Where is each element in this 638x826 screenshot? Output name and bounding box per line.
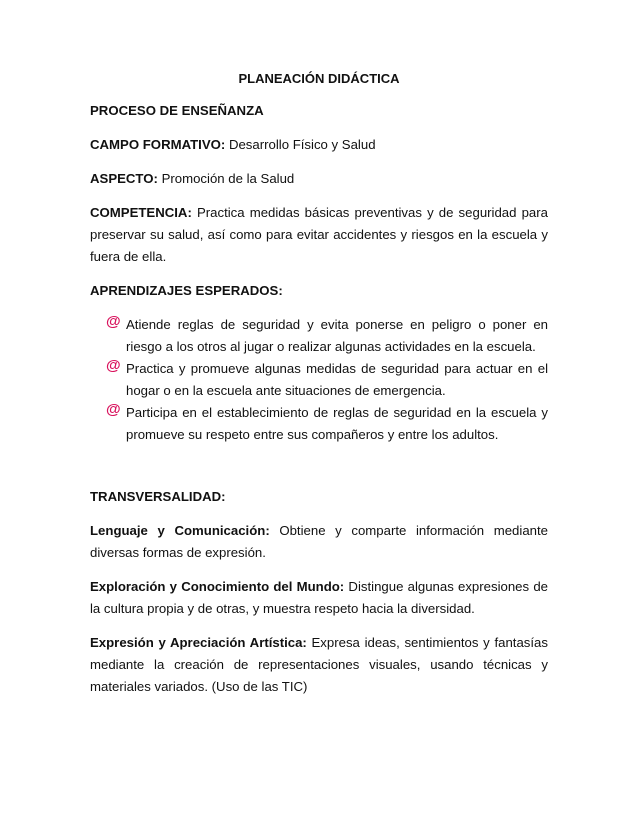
aspecto-value: Promoción de la Salud <box>161 171 295 186</box>
transversalidad-text: Distingue algunas expresiones de la cultura propia y de otras, y muestra respeto hacia la diversidad. <box>90 579 548 616</box>
transversalidad-text: Expresa ideas, sentimientos y fantasías mediante la creación de representaciones visuales, usando técnicas y materiales variados. (Uso de las TIC) <box>90 635 548 694</box>
bullet-icon: @ <box>106 313 121 330</box>
campo-formativo-value: Desarrollo Físico y Salud <box>228 137 376 152</box>
competencia-value: Practica medidas básicas preventivas y de seguridad para preservar su salud, así como para evitar accidentes y riesgos en la escuela y fuera de ella. <box>90 205 548 264</box>
aprendizajes-heading: APRENDIZAJES ESPERADOS: <box>90 283 283 298</box>
aprendizajes-list <box>90 314 548 446</box>
transversalidad-exploracion <box>90 576 548 620</box>
list-item-text: Practica y promueve algunas medidas de seguridad para actuar en el hogar o en la escuela ante situaciones de emergencia. <box>126 361 548 398</box>
campo-formativo <box>90 134 548 156</box>
competencia-label: COMPETENCIA: <box>90 205 192 220</box>
list-item <box>106 313 548 358</box>
transversalidad-label: Expresión y Apreciación Artística: <box>90 635 307 650</box>
aspecto-label: ASPECTO: <box>90 171 158 186</box>
process-heading: PROCESO DE ENSEÑANZA <box>90 103 264 118</box>
transversalidad-label: Exploración y Conocimiento del Mundo: <box>90 579 345 594</box>
transversalidad-text: Obtiene y comparte información mediante diversas formas de expresión. <box>90 523 548 560</box>
list-item <box>106 357 548 402</box>
transversalidad-lenguaje <box>90 520 548 564</box>
competencia <box>90 202 548 268</box>
transversalidad-expresion <box>90 632 548 698</box>
list-item-text: Atiende reglas de seguridad y evita ponerse en peligro o poner en riesgo a los otros al jugar o realizar algunas actividades en la escuela. <box>126 317 548 354</box>
campo-formativo-label: CAMPO FORMATIVO: <box>90 137 226 152</box>
transversalidad-heading: TRANSVERSALIDAD: <box>90 489 226 504</box>
list-item <box>106 401 548 446</box>
list-item-text: Participa en el establecimiento de reglas de seguridad en la escuela y promueve su respeto entre sus compañeros y entre los adultos. <box>126 405 548 442</box>
bullet-icon: @ <box>106 357 121 374</box>
aspecto <box>90 168 548 190</box>
document-title: PLANEACIÓN DIDÁCTICA <box>238 71 400 86</box>
spacer <box>90 458 548 486</box>
transversalidad-label: Lenguaje y Comunicación: <box>90 523 270 538</box>
document-page <box>90 68 548 710</box>
bullet-icon: @ <box>106 401 121 418</box>
